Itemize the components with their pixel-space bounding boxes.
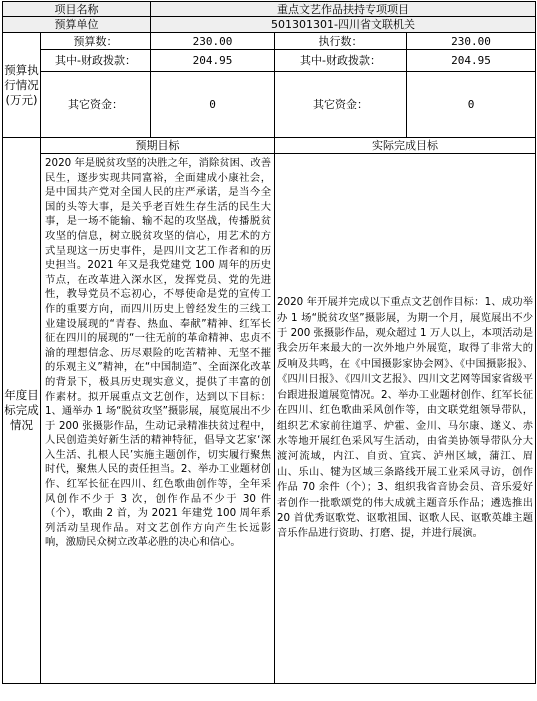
other-funds-value: 0 — [151, 72, 275, 138]
other-funds-executed-label: 其它资金： — [275, 72, 407, 138]
budget-unit-label: 预算单位 — [3, 17, 151, 33]
actual-goals-text: 2020 年开展并完成以下重点文艺创作目标：1、成功举办 1 场“脱贫攻坚”摄影展，为期一个月，展览展出不少于 200 张摄影作品，观众超过 1 万人以上，本项活动是我会历年来最大的一次外地户外展览，取得了非常大的反响及共鸣，在《中国摄影家协会网》、《中国摄影报》、《四川日报》、《四川文艺报》、四川文艺网等国家省级平台跟进报道展览情况。2、举办工业题材创作、红军长征在四川、红色歌曲采风创作等，由文联党组领导带队，组织艺术家前往道孚、炉霍、金川、马尔康、遂义、赤水等地开展红色采风写生活动，由省美协领导带队分大渡河流域，内江、自贡、宜宾、泸州区域，蒲江、眉山、乐山、犍为区域三条路线开展工业采风寻访，创作作品 70 余件（个）；3、组织我省音协会员、音乐爱好者创作一批歌颂党的伟大成就主题音乐作品；遴选推出 20 首优秀讴歌党、讴歌祖国、讴歌人民、讴歌英雄主题音乐作品进行资助、打磨、提，并进行展演。 — [275, 154, 536, 684]
expected-goals-header: 预期目标 — [41, 138, 275, 154]
goals-section-label: 年度目标完成情况 — [3, 138, 41, 684]
performance-table — [2, 1, 536, 684]
other-funds-label: 其它资金： — [41, 72, 151, 138]
executed-amount-value: 230.00 — [407, 33, 536, 50]
budget-unit-value: 501301301-四川省文联机关 — [151, 17, 536, 33]
project-name-value: 重点文艺作品扶持专项项目 — [151, 2, 536, 17]
other-funds-executed-value: 0 — [407, 72, 536, 138]
project-name-label: 项目名称 — [3, 2, 151, 17]
budget-amount-value: 230.00 — [151, 33, 275, 50]
fiscal-executed-value: 204.95 — [407, 50, 536, 72]
executed-amount-label: 执行数： — [275, 33, 407, 50]
fiscal-budget-label: 其中-财政拨款： — [41, 50, 151, 72]
budget-amount-label: 预算数： — [41, 33, 151, 50]
fiscal-budget-value: 204.95 — [151, 50, 275, 72]
expected-goals-text: 2020 年是脱贫攻坚的决胜之年，消除贫困、改善民生，逐步实现共同富裕，全面建成小康社会，是中国共产党对全国人民的庄严承诺，是当今全国的头等大事，是关乎老百姓生存生活的民生大事，是一场不能输、输不起的攻坚战，传播脱贫攻坚的信息，树立脱贫攻坚的信心，用艺术的方式呈现这一历史事件，是四川文艺工作者和的历史担当。2021 年又是我党建党 100 周年的历史节点，在改革进入深水区，发挥党员、党的先进性，教导党员不忘初心，不辱使命是党的宣传工作的重要方向，而四川历史上曾经发生的三线工业建设展现的“青春、热血、奉献”精神、红军长征在四川的展现的“一往无前的革命精神、忠贞不渝的理想信念、历尽艰险的吃苦精神、无坚不摧的乐观主义”精神，在“中国制造”、全面深化改革的背景下，极具历史现实意义，提供了丰富的创作素材。拟开展重点文艺创作，达到以下目标：1、通举办 1 场“脱贫攻坚”摄影展，展览展出不少于 200 张摄影作品，生动记录精准扶贫过程中，人民创造美好新生活的精神特征，倡导文艺家‘深入生活、扎根人民’实施主题创作，切实履行聚焦时代，聚焦人民的责任担当。2、举办工业题材创作、红军长征在四川、红色歌曲创作等，全年采风创作不少于 3 次，创作作品不少于 30 件（个），歌曲 2 首，为 2021 年建党 100 周年系列活动呈现作品。对文艺创作方向产生长远影响，激励民众树立改革必胜的决心和信心。 — [41, 154, 275, 684]
actual-goals-header: 实际完成目标 — [275, 138, 536, 154]
fiscal-executed-label: 其中-财政拨款： — [275, 50, 407, 72]
budget-section-label: 预算执行情况(万元) — [3, 33, 41, 138]
